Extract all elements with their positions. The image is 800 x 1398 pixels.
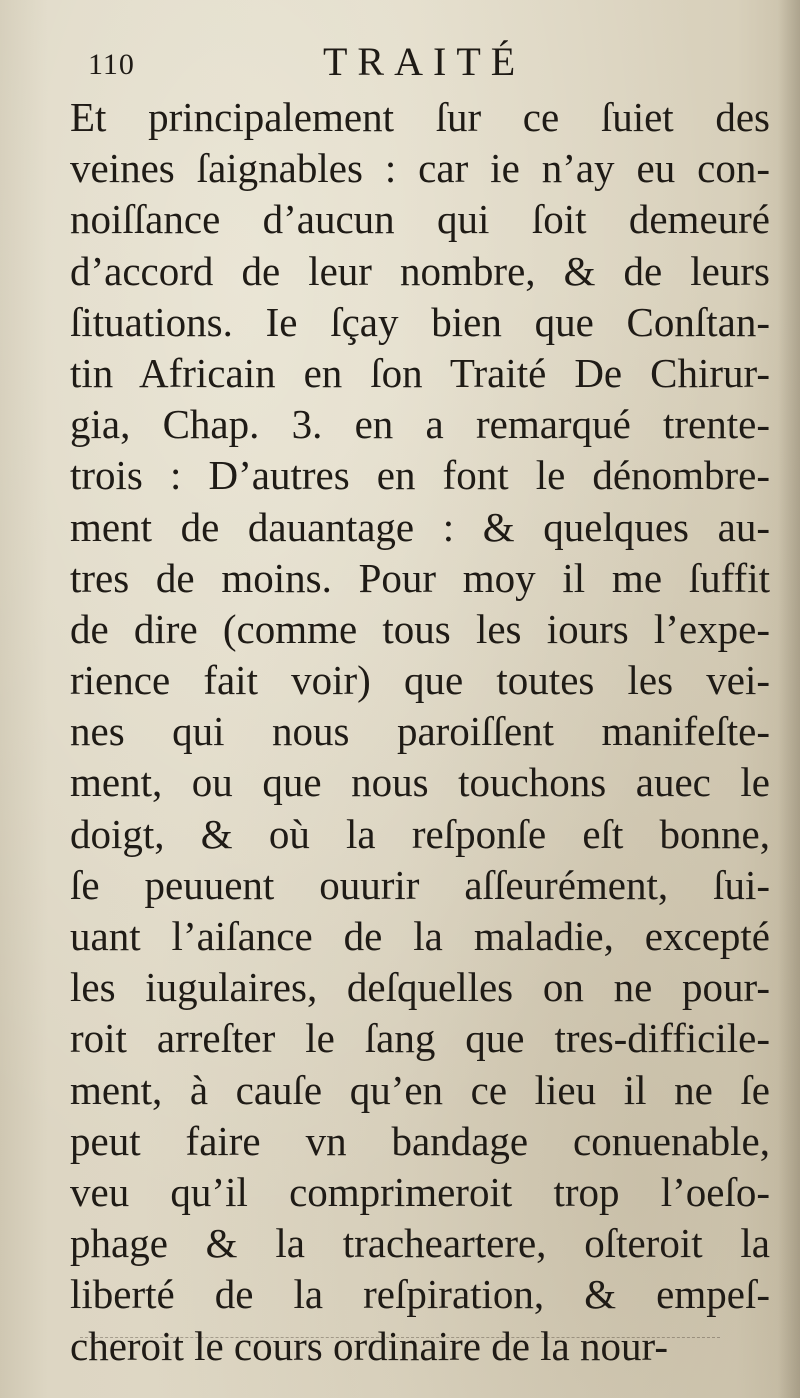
bottom-edge-mark [80, 1337, 720, 1338]
text-line-16: ſe peuuent ouurir aſſeurément, ſui- [70, 861, 770, 908]
text-line-10: tres de moins. Pour moy il me ſuffit [70, 554, 770, 601]
text-line-13: nes qui nous paroiſſent manifeſte- [70, 708, 770, 755]
text-line-23: phage & la tracheartere, oſteroit la [70, 1220, 770, 1267]
text-line-4: d’accord de leur nombre, & de leurs [70, 247, 770, 294]
text-line-19: roit arreſter le ſang que tres-difficile- [70, 1015, 770, 1062]
text-line-1: Et principalement ſur ce ſuiet des [70, 94, 770, 140]
running-head: TRAITÉ [323, 39, 526, 84]
text-line-8: trois : D’autres en font le dénombre- [70, 452, 770, 499]
body-text [70, 92, 770, 1372]
text-line-25: cheroit le cours ordinaire de la nour- [70, 1322, 668, 1369]
text-line-11: de dire (comme tous les iours l’expe- [70, 605, 770, 652]
text-line-15: doigt, & où la reſponſe eſt bonne, [70, 810, 770, 857]
text-line-3: noiſſance d’aucun qui ſoit demeuré [70, 196, 770, 243]
text-line-20: ment, à cauſe qu’en ce lieu il ne ſe [70, 1066, 770, 1113]
text-line-9: ment de dauantage : & quelques au- [70, 503, 770, 550]
page-number: 110 [88, 48, 135, 81]
text-line-6: tin Africain en ſon Traité De Chirur- [70, 349, 770, 396]
text-line-24: liberté de la reſpiration, & empeſ- [70, 1271, 770, 1318]
text-line-21: peut faire vn bandage conuenable, [70, 1117, 770, 1164]
text-line-7: gia, Chap. 3. en a remarqué trente- [70, 401, 770, 448]
text-line-18: les iugulaires, deſquelles on ne pour- [70, 964, 770, 1011]
text-line-2: veines ſaignables : car ie n’ay eu con- [70, 145, 770, 192]
text-line-14: ment, ou que nous touchons auec le [70, 759, 770, 806]
text-line-5: ſituations. Ie ſçay bien que Conſtan- [70, 298, 770, 345]
page-header [88, 38, 748, 94]
text-line-17: uant l’aiſance de la maladie, excepté [70, 913, 770, 959]
page-fold-shadow [778, 0, 800, 1398]
text-line-12: rience fait voir) que toutes les vei- [70, 657, 770, 704]
text-line-22: veu qu’il comprimeroit trop l’oeſo- [70, 1168, 770, 1215]
